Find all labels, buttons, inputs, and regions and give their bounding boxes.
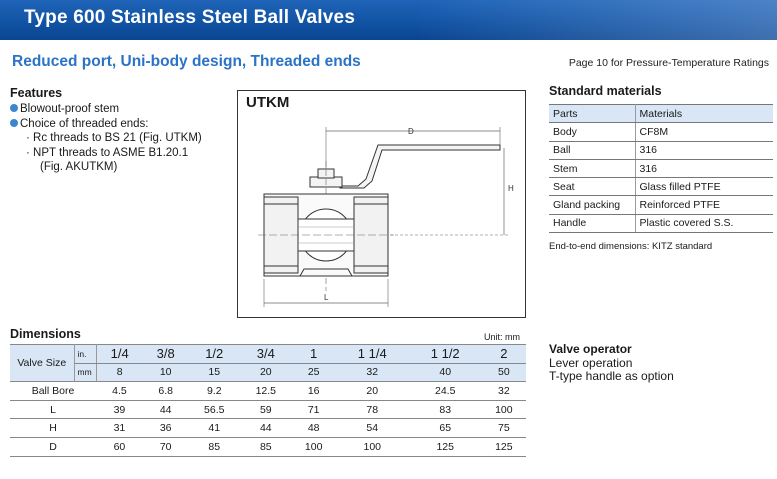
materials-heading: Standard materials [549, 84, 662, 98]
page-title: Type 600 Stainless Steel Ball Valves [24, 7, 356, 28]
table-row: Ball Bore 4.5 6.8 9.2 12.5 16 20 24.5 32 [10, 382, 526, 401]
materials-note: End-to-end dimensions: KITZ standard [549, 241, 713, 252]
valve-operator-heading: Valve operator [549, 342, 632, 356]
valve-drawing [237, 90, 526, 318]
table-row: Stem 316 [549, 159, 773, 177]
table-header-row: Valve Size in. 1/4 3/8 1/2 3/4 1 1 1/4 1 1/2 2 [10, 345, 526, 364]
materials-table [549, 104, 773, 233]
feature-item: Blowout-proof stem [10, 102, 202, 117]
valve-operator-line: T-type handle as option [549, 369, 674, 383]
dimension-l-label: L [324, 293, 329, 302]
feature-item: Choice of threaded ends: [10, 117, 202, 132]
table-row: Gland packing Reinforced PTFE [549, 196, 773, 214]
valve-operator-block [549, 343, 674, 384]
table-header-row: mm 8 10 15 20 25 32 40 50 [10, 363, 526, 382]
unit-label: Unit: mm [484, 332, 520, 342]
table-header-row: Parts Materials [549, 105, 773, 123]
dimensions-table [10, 344, 526, 457]
table-row: D 60 70 85 85 100 100 125 125 [10, 437, 526, 456]
title-bar-gradient [417, 0, 777, 40]
dimensions-heading: Dimensions [10, 327, 81, 341]
bullet-icon [10, 104, 18, 112]
drawing-label: UTKM [246, 94, 290, 111]
title-bar [0, 0, 777, 40]
table-row: Handle Plastic covered S.S. [549, 214, 773, 232]
subtitle: Reduced port, Uni-body design, Threaded ends [12, 53, 361, 70]
table-row: Body CF8M [549, 123, 773, 141]
unit-mm-label: mm [74, 363, 96, 382]
table-row: Seat Glass filled PTFE [549, 178, 773, 196]
dimension-h-label: H [508, 184, 514, 193]
table-row: Ball 316 [549, 141, 773, 159]
features-list [10, 102, 202, 175]
features-heading: Features [10, 86, 63, 100]
bullet-icon [10, 119, 18, 127]
table-row: L 39 44 56.5 59 71 78 83 100 [10, 400, 526, 419]
page-reference: Page 10 for Pressure-Temperature Ratings [568, 57, 769, 69]
valve-size-label: Valve Size [10, 345, 74, 382]
feature-sub-item: · Rc threads to BS 21 (Fig. UTKM) [26, 132, 202, 144]
feature-sub-item: · NPT threads to ASME B1.20.1 [26, 146, 189, 159]
dimension-d-label: D [408, 127, 414, 136]
unit-in-label: in. [74, 345, 96, 364]
feature-sub-item: (Fig. AKUTKM) [40, 161, 118, 173]
valve-operator-line: Lever operation [549, 355, 633, 370]
table-row: H 31 36 41 44 48 54 65 75 [10, 419, 526, 438]
valve-drawing-svg [238, 91, 527, 319]
